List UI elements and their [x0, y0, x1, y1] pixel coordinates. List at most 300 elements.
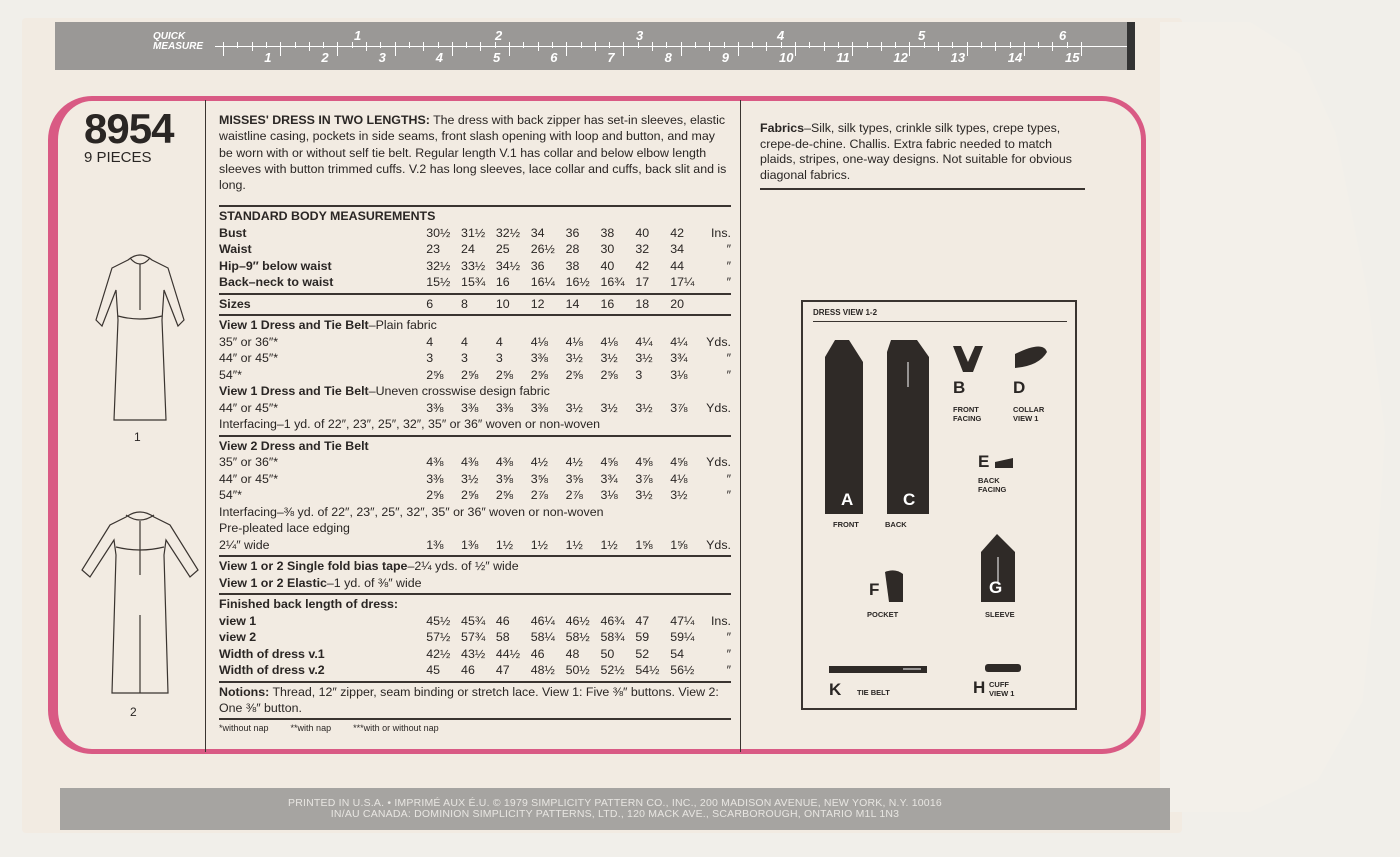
ruler-tick	[337, 42, 338, 56]
table-cell: 1½	[495, 537, 514, 552]
piece-a-name: FRONT	[833, 520, 859, 529]
table-cell: 4⅛	[565, 334, 583, 349]
ruler-tick	[652, 42, 653, 51]
row-label-text: Waist	[219, 242, 252, 256]
piece-k-letter: K	[829, 680, 842, 699]
row-label	[219, 471, 426, 488]
ruler-tick	[809, 42, 810, 48]
ruler-inch-number: 8	[664, 50, 672, 65]
table-cell: 34	[530, 225, 545, 240]
table-cell: 3½	[600, 400, 618, 415]
row-label-text: 54″*	[219, 367, 242, 382]
row-label	[219, 208, 435, 225]
table-row	[219, 575, 731, 592]
table-cell: 4⅝	[670, 455, 688, 469]
table-cell: 38	[565, 258, 580, 273]
table-rule	[219, 718, 731, 720]
ruler-tick	[309, 42, 310, 51]
table-cell: 25	[495, 242, 510, 256]
row-label	[219, 537, 426, 554]
ruler-tick	[623, 42, 624, 56]
table-cell: 47	[495, 663, 510, 677]
table-cell: 1½	[565, 537, 583, 552]
ruler-tick	[724, 42, 725, 48]
ruler-tick	[1052, 42, 1053, 51]
ruler-tick	[252, 42, 253, 51]
table-cell: 34	[670, 242, 684, 256]
table-cell: 46	[530, 646, 545, 661]
table-cell: 1½	[600, 537, 618, 552]
row-label-text: 54″*	[219, 488, 242, 502]
ruler-tick	[552, 42, 553, 48]
notions-note	[219, 684, 731, 717]
piece-f-letter: F	[869, 580, 880, 599]
table-cell: 3½	[635, 400, 653, 415]
table-cell: 28	[565, 242, 580, 256]
table-row	[219, 646, 731, 663]
piece-d-letter: D	[1013, 378, 1026, 397]
row-label	[219, 487, 426, 504]
table-cell: 32½	[426, 258, 451, 273]
ruler-tick	[709, 42, 710, 51]
ruler-tick	[280, 42, 281, 56]
table-row	[219, 274, 731, 291]
view-2-illustration	[70, 495, 210, 700]
table-cell: 1⅜	[461, 537, 479, 552]
table-row	[219, 317, 731, 334]
row-label-text: View 2 Dress and Tie Belt	[219, 438, 369, 453]
ruler-tick	[538, 42, 539, 51]
table-row	[219, 350, 731, 367]
piece-b-name: FRONT FACING	[953, 405, 982, 423]
ruler-tick	[466, 42, 467, 48]
pattern-number: 8954	[84, 105, 174, 152]
table-cell: 57½	[426, 630, 451, 644]
unit-cell	[705, 296, 731, 313]
ruler-top-number: 3	[636, 28, 644, 43]
table-cell: 3⅝	[565, 471, 583, 486]
table-cell: 30	[600, 242, 615, 256]
piece-k-name: TIE BELT	[857, 688, 890, 697]
table-cell: 3⅝	[495, 471, 514, 486]
table-row	[219, 629, 731, 646]
row-label-text: View 1 Dress and Tie Belt	[219, 384, 369, 398]
unit-cell: ″	[726, 258, 731, 273]
ruler-inch-number: 11	[836, 50, 850, 65]
row-label	[219, 646, 426, 663]
ruler-tick	[609, 42, 610, 48]
unit-cell: ″	[726, 488, 731, 502]
table-cell: 59	[635, 630, 650, 644]
row-label	[219, 520, 350, 537]
footnote: *without nap	[219, 723, 269, 734]
table-cell: 1⅝	[635, 537, 653, 552]
table-cell: 3	[461, 351, 468, 365]
row-label-text: Width of dress v.1	[219, 646, 325, 661]
table-cell: 16¾	[600, 275, 625, 289]
ruler-tick	[380, 42, 381, 48]
table-row	[219, 454, 731, 471]
description-title: MISSES' DRESS IN TWO LENGTHS:	[219, 113, 430, 127]
unit-cell: ″	[726, 471, 731, 486]
ruler-label-top: QUICK	[153, 31, 186, 42]
table-cell: 31½	[461, 225, 486, 240]
table-row	[219, 367, 731, 384]
view-1-illustration	[80, 230, 200, 430]
table-cell: 43½	[461, 646, 486, 661]
ruler-tick	[852, 42, 853, 56]
ruler-tick	[480, 42, 481, 51]
row-label-text: View 1 Dress and Tie Belt	[219, 318, 369, 332]
table-cell: 42½	[426, 646, 451, 661]
table-row	[219, 487, 731, 504]
footnote: **with nap	[290, 723, 332, 734]
row-label-text: 35″ or 36″*	[219, 334, 279, 349]
row-label-text: Back–neck to waist	[219, 275, 334, 289]
row-label-text: 44″ or 45″*	[219, 400, 279, 415]
table-row	[219, 558, 731, 575]
table-cell: 58½	[565, 630, 590, 644]
table-rule	[219, 555, 731, 557]
row-label	[219, 596, 398, 613]
row-label	[219, 296, 426, 313]
fabrics-label: Fabrics	[760, 121, 805, 135]
table-cell: 4	[461, 334, 468, 349]
table-cell: 2⅞	[530, 488, 548, 502]
unit-cell: ″	[726, 663, 731, 677]
table-cell: 4¼	[670, 334, 688, 349]
notions-label: Notions:	[219, 684, 270, 699]
table-cell: 57¾	[461, 630, 486, 644]
table-cell: 40	[600, 258, 615, 273]
row-label	[219, 317, 437, 334]
piece-c-letter: C	[903, 490, 916, 509]
pieces-box-title: DRESS VIEW 1-2	[813, 308, 878, 317]
ruler-tick	[409, 42, 410, 48]
row-label-text: 2¼″ wide	[219, 537, 270, 552]
ruler-tick	[395, 42, 396, 56]
ruler-tick	[438, 42, 439, 48]
table-cell: 24	[461, 242, 475, 256]
row-label-text: view 1	[219, 613, 257, 628]
table-rule	[219, 314, 731, 316]
footnotes	[219, 721, 731, 735]
row-label	[219, 258, 426, 275]
ruler-tick	[423, 42, 424, 51]
table-cell: 16½	[565, 275, 590, 289]
table-cell: 46	[461, 663, 475, 677]
ruler-tick	[666, 42, 667, 48]
table-cell: 4	[495, 334, 503, 349]
table-cell: 52½	[600, 663, 625, 677]
ruler-tick	[1010, 42, 1011, 48]
row-label-text: 35″ or 36″*	[219, 455, 279, 469]
divider-right	[740, 100, 741, 752]
ruler-tick	[909, 42, 910, 56]
ruler-tick	[738, 42, 739, 56]
table-cell: 17	[635, 275, 650, 289]
ruler-top-number: 2	[495, 28, 503, 43]
piece-f-name: POCKET	[867, 610, 899, 619]
table-cell: 3¾	[600, 471, 618, 486]
ruler-tick	[366, 42, 367, 51]
ruler-top-number: 5	[918, 28, 926, 43]
table-cell: 46¼	[530, 613, 555, 628]
table-cell: 56½	[670, 663, 695, 677]
ruler-tick	[952, 42, 953, 48]
table-row	[219, 416, 731, 433]
table-cell: 50½	[565, 663, 590, 677]
row-label	[219, 504, 604, 521]
table-cell: 15½	[426, 275, 451, 289]
table-cell: 3¾	[670, 351, 688, 365]
footer-line-2: IN/AU CANADA: DOMINION SIMPLICITY PATTERNS, LTD., 120 MACK AVE., SCARBOROUGH, ONTARIO M1L 1N3	[330, 808, 900, 820]
table-cell: 40	[635, 225, 650, 240]
row-label-suffix: –1 yd. of ⅜″ wide	[326, 575, 422, 590]
table-cell: 3⅞	[635, 471, 653, 486]
pattern-pieces-box	[801, 300, 1077, 710]
row-label	[219, 274, 426, 291]
table-cell: 34½	[495, 258, 521, 273]
ruler-tick	[895, 42, 896, 48]
row-label-suffix: –Plain fabric	[368, 318, 437, 332]
row-label-text: View 1 or 2 Single fold bias tape	[219, 559, 408, 573]
row-label	[219, 225, 426, 242]
table-cell: 48	[565, 646, 580, 661]
table-cell: 32	[635, 242, 650, 256]
ruler-tick	[938, 42, 939, 51]
piece-f-shape	[885, 570, 903, 602]
row-label-suffix: –Uneven crosswise design fabric	[368, 384, 550, 398]
unit-cell: Yds.	[706, 400, 731, 415]
table-cell: 36	[565, 225, 580, 240]
fabrics-note	[760, 121, 1085, 190]
table-cell: 58¾	[600, 630, 625, 644]
row-label	[219, 613, 426, 630]
table-rule	[219, 681, 731, 683]
ruler-inch-number: 6	[550, 50, 558, 65]
unit-cell: ″	[726, 646, 731, 661]
row-label-text: STANDARD BODY MEASUREMENTS	[219, 209, 436, 223]
table-cell: 45½	[426, 613, 451, 628]
table-cell: 1⅝	[670, 537, 688, 552]
ruler-inch-number: 12	[893, 50, 908, 65]
table-cell: 2⅝	[461, 367, 479, 382]
ruler-tick	[323, 42, 324, 48]
ruler-tick	[981, 42, 982, 48]
table-cell: 46¾	[600, 613, 625, 628]
unit-cell: Ins.	[710, 613, 731, 628]
table-row	[219, 225, 731, 242]
table-cell: 47¼	[670, 613, 695, 628]
ruler-tick	[795, 42, 796, 56]
piece-c-name: BACK	[885, 520, 907, 529]
ruler-inch-number: 10	[779, 50, 794, 65]
table-cell: 3⅛	[670, 367, 688, 382]
ruler-tick	[967, 42, 968, 56]
table-cell: 4⅛	[670, 471, 688, 486]
table-cell: 3	[426, 351, 434, 365]
row-label	[219, 454, 426, 471]
row-label	[219, 334, 426, 351]
ruler-tick	[867, 42, 868, 48]
piece-g-letter: G	[989, 578, 1003, 597]
piece-h-name: CUFF VIEW 1	[989, 680, 1015, 698]
ruler-inch-number: 15	[1065, 50, 1080, 65]
ruler-inch-number: 4	[435, 50, 444, 65]
table-cell: 23	[426, 242, 440, 256]
ruler-tick	[752, 42, 753, 48]
table-cell: 3⅜	[495, 400, 514, 415]
view-2-number: 2	[130, 705, 137, 719]
row-label	[219, 438, 369, 455]
table-cell: 18	[635, 296, 650, 311]
table-row	[219, 334, 731, 351]
ruler-tick	[595, 42, 596, 51]
unit-cell: ″	[726, 242, 731, 256]
ruler-tick	[509, 42, 510, 56]
ruler-tick	[566, 42, 567, 56]
unit-cell: ″	[726, 630, 731, 644]
table-cell: 16	[600, 296, 615, 311]
table-cell: 2⅝	[461, 488, 479, 502]
table-cell: 1½	[530, 537, 548, 552]
row-label	[219, 241, 426, 258]
table-row	[219, 520, 731, 537]
fabrics-text: –Silk, silk types, crinkle silk types, crepe types, crepe-de-chine. Challis. Extra fabric needed to match plaids, stripes, one-way designs. Not suitable for obvious diagonal fabrics.	[760, 121, 1072, 182]
table-rule	[219, 435, 731, 437]
ruler-tick	[266, 42, 267, 48]
row-label-text: view 2	[219, 630, 257, 644]
piece-d-shape	[1015, 346, 1047, 368]
table-row	[219, 537, 731, 554]
table-cell: 2⅝	[600, 367, 618, 382]
ruler-tick	[766, 42, 767, 51]
table-cell: 4⅝	[600, 455, 618, 469]
piece-a-front-shape	[825, 340, 863, 514]
table-cell: 58	[495, 630, 510, 644]
table-cell: 6	[426, 296, 434, 311]
unit-cell: ″	[726, 275, 731, 289]
piece-count: 9 PIECES	[84, 149, 152, 166]
pattern-description	[219, 112, 731, 193]
table-cell: 2⅝	[495, 488, 514, 502]
row-label-text: Interfacing–⅜ yd. of 22″, 23″, 25″, 32″, 35″ or 36″ woven or non-woven	[219, 504, 604, 519]
table-cell: 3⅜	[530, 351, 548, 365]
publisher-footer	[60, 788, 1170, 830]
unit-cell: Yds.	[706, 537, 731, 552]
table-cell: 20	[670, 296, 684, 311]
row-label	[219, 350, 426, 367]
table-row	[219, 613, 731, 630]
table-cell: 59¼	[670, 630, 695, 644]
table-cell: 4⅛	[530, 334, 548, 349]
table-cell: 16	[495, 275, 510, 289]
footer-line-1: PRINTED IN U.S.A. • IMPRIMÉ AUX É.U. © 1979 SIMPLICITY PATTERN CO., INC., 200 MADISON AVENUE, NEW YORK, N.Y. 10016	[288, 797, 942, 809]
table-cell: 30½	[426, 225, 451, 240]
table-cell: 3⅜	[461, 400, 479, 415]
row-label-text: View 1 or 2 Elastic	[219, 575, 327, 590]
row-label	[219, 367, 426, 384]
table-cell: 3⅜	[426, 471, 444, 486]
unit-cell: Yds.	[706, 455, 731, 469]
table-cell: 3	[495, 351, 503, 365]
row-label-text: Bust	[219, 225, 247, 240]
table-cell: 15¾	[461, 275, 486, 289]
table-cell: 33½	[461, 258, 486, 273]
ruler-label-bottom: MEASURE	[153, 41, 204, 52]
row-label	[219, 558, 519, 575]
row-label	[219, 400, 426, 417]
table-row	[219, 596, 731, 613]
ruler-tick	[1081, 42, 1082, 56]
ruler-inch-number: 1	[264, 50, 272, 65]
ruler-tick	[452, 42, 453, 56]
ruler-tick	[581, 42, 582, 48]
row-label	[219, 575, 422, 592]
table-cell: 3½	[565, 400, 583, 415]
ruler-tick	[352, 42, 353, 48]
ruler-inch-number: 13	[950, 50, 966, 65]
table-cell: 36	[530, 258, 545, 273]
table-cell: 45¾	[461, 613, 486, 628]
table-cell: 3½	[635, 351, 653, 365]
ruler-tick	[1067, 42, 1068, 48]
table-cell: 32½	[495, 225, 521, 240]
ruler-label	[153, 32, 203, 52]
ruler-tick	[838, 42, 839, 48]
ruler-top-number: 6	[1059, 28, 1067, 43]
ruler-inch-number: 7	[607, 50, 615, 65]
table-cell: 8	[461, 296, 468, 311]
table-cell: 3½	[600, 351, 618, 365]
ruler-inch-number: 9	[721, 50, 730, 65]
table-cell: 3⅞	[670, 400, 688, 415]
table-cell: 46	[495, 613, 510, 628]
row-label-text: Interfacing–1 yd. of 22″, 23″, 25″, 32″, 35″ or 36″ woven or non-woven	[219, 417, 601, 431]
table-cell: 3½	[670, 488, 688, 502]
table-cell: 2⅝	[565, 367, 583, 382]
description-text: The dress with back zipper has set-in sleeves, elastic waistline casing, pockets in side seams, front slash opening with loop and button, and may be worn with or without self tie belt. Regular length V.1 has collar and below elbow length sleeves with button trimmed cuffs. V.2 has long sleeves, lace collar and cuffs, back slit and is long.	[219, 113, 727, 193]
piece-e-letter: E	[978, 452, 990, 471]
unit-cell: Yds.	[706, 334, 731, 349]
row-label-text: Finished back length of dress:	[219, 597, 399, 611]
yardage-table	[219, 203, 731, 735]
ruler-tick	[881, 42, 882, 51]
table-cell: 52	[635, 646, 650, 661]
row-label-text: 44″ or 45″*	[219, 471, 279, 486]
table-cell: 4⅜	[495, 455, 514, 469]
row-label	[219, 416, 600, 433]
table-cell: 3⅜	[426, 400, 444, 415]
table-cell: 44	[670, 258, 684, 273]
piece-e-name: BACK FACING	[978, 476, 1007, 494]
ruler-inch-number: 2	[321, 50, 329, 65]
table-cell: 48½	[530, 663, 555, 677]
table-row	[219, 296, 731, 313]
piece-d-name: COLLAR VIEW 1	[1013, 405, 1045, 423]
table-cell: 44½	[495, 646, 521, 661]
ruler-tick	[681, 42, 682, 56]
ruler-tick	[995, 42, 996, 51]
table-cell: 2⅝	[530, 367, 548, 382]
table-cell: 3½	[461, 471, 479, 486]
ruler-tick	[223, 42, 224, 56]
table-cell: 2⅞	[565, 488, 583, 502]
table-row	[219, 400, 731, 417]
table-cell: 4½	[530, 455, 548, 469]
table-cell: 50	[600, 646, 615, 661]
